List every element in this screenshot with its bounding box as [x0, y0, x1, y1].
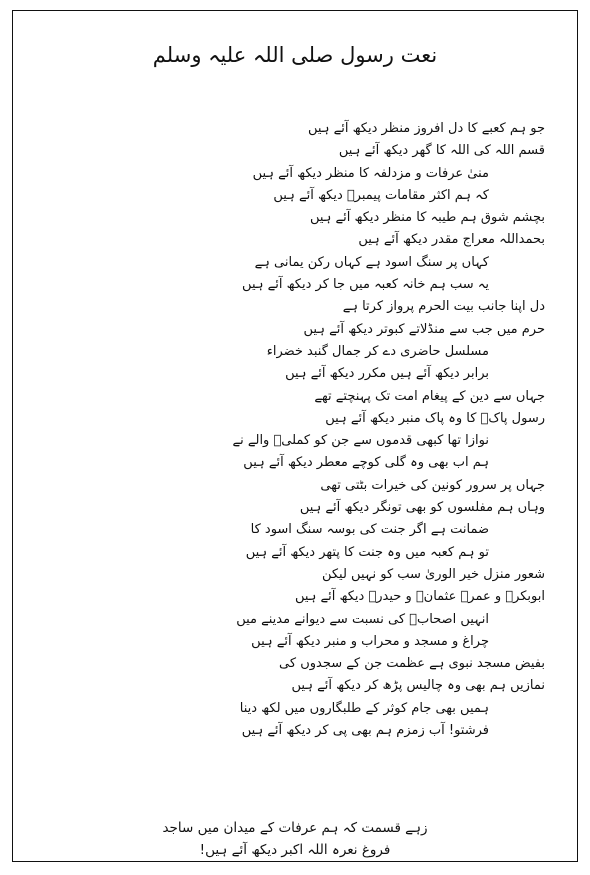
verse-line: جو ہم کعبے کا دل افروز منظر دیکھ آئے ہیں	[308, 121, 545, 136]
verse-line: جہاں سے دین کے پیغام امت تک پہنچتے تھے	[314, 388, 545, 404]
verse-line: شعور منزل خیر الوریٰ سب کو نہیں لیکن	[321, 566, 545, 582]
verse-line: ہمیں بھی جام کوثر کے طلبگاروں میں لکھ دینا	[239, 700, 489, 716]
verse-line: جہاں پر سرور کونین کی خیرات بٹتی تھی	[320, 477, 545, 493]
verse-line: منیٰ عرفات و مزدلفہ کا منظر دیکھ آئے ہیں	[252, 165, 489, 181]
verse-line: انہیں اصحابؓ کی نسبت سے دیوانے مدینے میں	[236, 611, 489, 627]
verse-line: فرشتو! آب زمزم ہم بھی پی کر دیکھ آئے ہیں	[241, 723, 489, 739]
verse-line: بحمداللہ معراج مقدر دیکھ آئے ہیں	[358, 232, 545, 248]
verse-line: دل اپنا جانب بیت الحرم پرواز کرتا ہے	[342, 299, 545, 315]
verse-line: تو ہم کعبہ میں وہ جنت کا پتھر دیکھ آئے ہیں	[245, 544, 489, 560]
verse-line: کہاں پر سنگ اسود ہے کہاں رکن یمانی ہے	[254, 254, 489, 270]
verse-line: کہ ہم اکثر مقامات پیمبرؐ دیکھ آئے ہیں	[273, 187, 489, 203]
verse-line: وہاں ہم مفلسوں کو بھی تونگر دیکھ آئے ہیں	[299, 500, 545, 516]
verse-line: برابر دیکھ آئے ہیں مکرر دیکھ آئے ہیں	[285, 366, 489, 382]
verse-line: رسول پاکؐ کا وہ پاک منبر دیکھ آئے ہیں	[325, 410, 545, 426]
closing-line: زہے قسمت کہ ہم عرفات کے میدان میں ساجد	[162, 820, 428, 836]
verse-line: نمازیں ہم بھی وہ چالیس پڑھ کر دیکھ آئے ہیں	[291, 678, 545, 694]
verse-line: یہ سب ہم خانہ کعبہ میں جا کر دیکھ آئے ہیں	[242, 277, 489, 293]
closing-line: فروغ نعرہ اللہ اکبر دیکھ آئے ہیں!	[199, 842, 391, 859]
verse-line: ابوبکرؓ و عمرؓ عثمانؓ و حیدرؓ دیکھ آئے ہیں	[294, 589, 545, 605]
poem-title: نعت رسول صلی اللہ علیہ وسلم	[152, 43, 438, 67]
verse-line: حرم میں جب سے منڈلاتے کبوتر دیکھ آئے ہیں	[303, 321, 545, 337]
verse-line: ضمانت ہے اگر جنت کی بوسہ سنگ اسود کا	[250, 522, 489, 538]
verse-line: چراغ و مسجد و محراب و منبر دیکھ آئے ہیں	[251, 633, 489, 649]
verse-line: قسم اللہ کی اللہ کا گھر دیکھ آئے ہیں	[338, 143, 545, 159]
verse-line: مسلسل حاضری دے کر جمال گنبد خضراء	[266, 343, 489, 359]
verse-line: بچشم شوق ہم طیبہ کا منظر دیکھ آئے ہیں	[309, 210, 545, 226]
closing-couplet	[150, 817, 440, 862]
verse-line: ہم اب بھی وہ گلی کوچے معطر دیکھ آئے ہیں	[243, 455, 489, 471]
verse-line: بفیض مسجد نبوی ہے عظمت جن کے سجدوں کی	[279, 656, 545, 672]
verse-line: نوازا تھا کبھی قدموں سے جن کو کملیؐ والے نے	[232, 433, 489, 449]
poem-body	[60, 118, 545, 742]
